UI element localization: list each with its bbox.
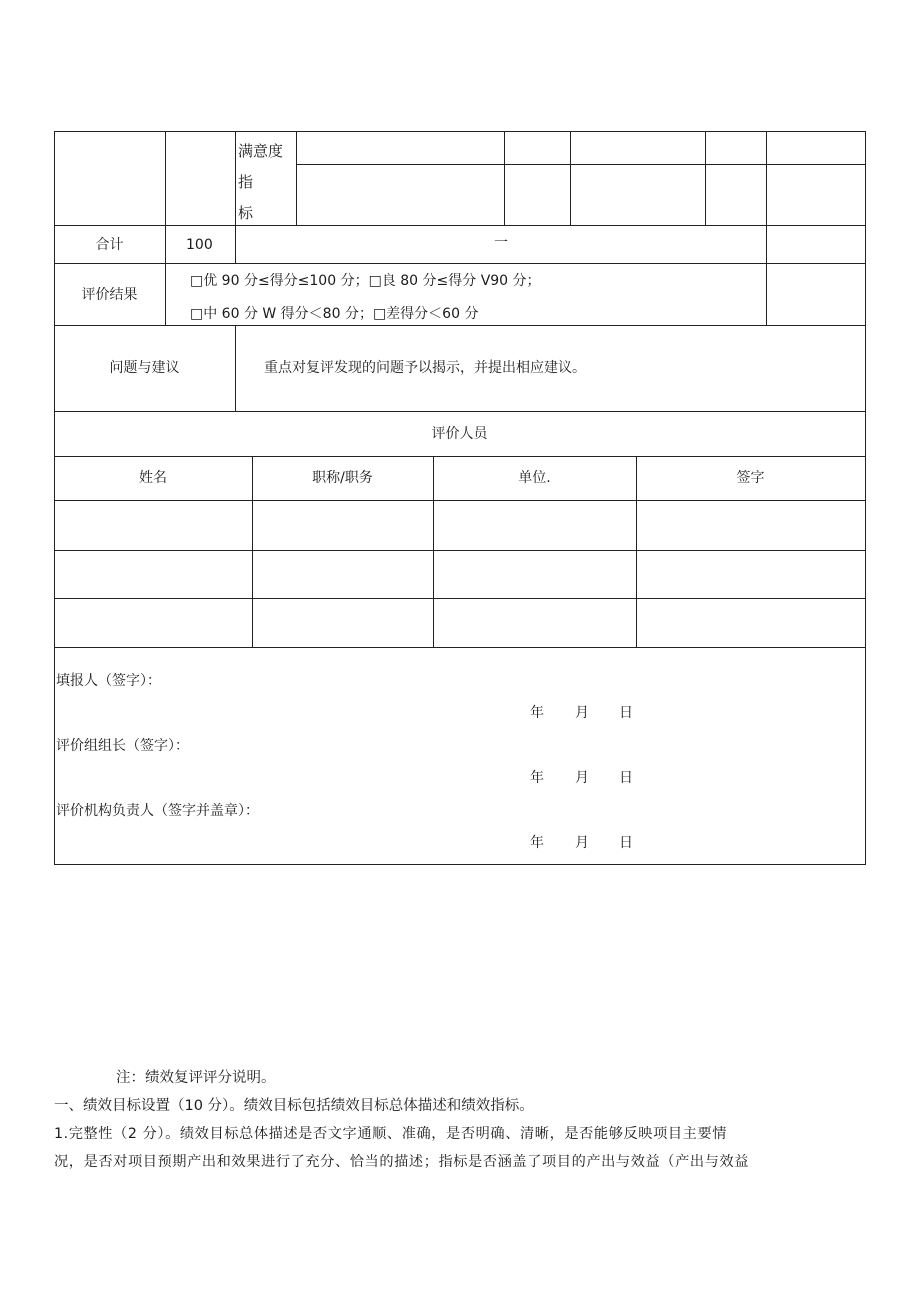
reviewer-header-title: 职称/职务: [312, 470, 373, 486]
reviewer-header-signature: 签字: [736, 470, 765, 486]
table-rule: [54, 263, 866, 264]
reviewer-header-name: 姓名: [139, 470, 167, 486]
result-line-2: □中 60 分 W 得分＜80 分；□差得分＜60 分: [190, 306, 479, 322]
table-border-top: [54, 131, 866, 132]
table-rule: [54, 411, 866, 412]
total-label: 合计: [95, 237, 124, 253]
date-day: 日: [619, 705, 633, 721]
table-rule: [235, 325, 236, 412]
date-day: 日: [619, 835, 633, 851]
table-rule: [705, 131, 706, 226]
table-rule: [296, 131, 297, 226]
date-year: 年: [530, 835, 544, 851]
reviewer-header-unit: 单位.: [518, 470, 551, 486]
reviewers-title: 评价人员: [431, 426, 488, 442]
date-year: 年: [530, 770, 544, 786]
total-dash: 一: [494, 235, 508, 251]
table-rule: [570, 131, 571, 226]
notes-title: 注：绩效复评评分说明。: [116, 1070, 276, 1086]
notes-item-1-line-2: 况，是否对项目预期产出和效果进行了充分、恰当的描述；指标是否涵盖了项目的产出与效益（产出与效益: [54, 1154, 750, 1170]
table-rule: [54, 325, 866, 326]
table-border-right: [865, 131, 866, 865]
satisfaction-label: 标: [238, 204, 254, 222]
table-rule: [504, 131, 505, 226]
table-rule: [54, 598, 866, 599]
issues-label: 问题与建议: [109, 360, 180, 376]
table-rule: [235, 131, 236, 226]
table-rule: [54, 500, 866, 501]
date-month: 月: [575, 705, 589, 721]
date-day: 日: [619, 770, 633, 786]
issues-text: 重点对复评发现的问题予以揭示，并提出相应建议。: [264, 360, 586, 376]
date-year: 年: [530, 705, 544, 721]
table-rule: [54, 647, 866, 648]
date-month: 月: [575, 835, 589, 851]
table-border-bottom: [54, 864, 866, 865]
group-leader-signature: 评价组组长（签字）：: [56, 738, 189, 754]
satisfaction-label: 满意度: [238, 142, 284, 160]
result-label: 评价结果: [81, 287, 138, 303]
total-score: 100: [186, 237, 213, 253]
table-rule: [54, 225, 866, 226]
date-month: 月: [575, 770, 589, 786]
result-line-1: □优 90 分≤得分≤100 分；□良 80 分≤得分 V90 分；: [190, 273, 541, 289]
table-rule: [296, 164, 866, 165]
filler-signature: 填报人（签字）：: [56, 673, 161, 689]
agency-head-signature: 评价机构负责人（签字并盖章）：: [56, 803, 259, 819]
table-rule: [766, 131, 767, 326]
table-rule: [165, 131, 166, 326]
notes-item-1-line-1: 1.完整性（2 分）。绩效目标总体描述是否文字通顺、准确，是否明确、清晰，是否能够反映项目主要情: [54, 1126, 728, 1142]
notes-section-1: 一、绩效目标设置（10 分）。绩效目标包括绩效目标总体描述和绩效指标。: [54, 1098, 534, 1114]
satisfaction-label: 指: [238, 173, 254, 191]
table-rule: [54, 550, 866, 551]
table-rule: [54, 456, 866, 457]
